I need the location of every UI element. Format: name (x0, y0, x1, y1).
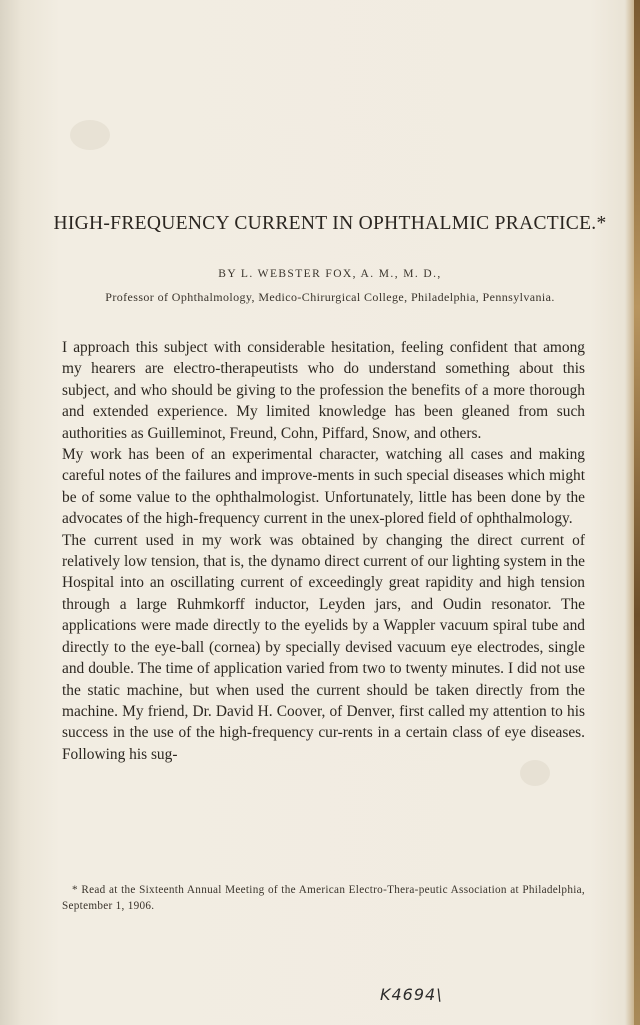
paragraph: My work has been of an experimental character, watching all cases and making careful notes of the failures and improve-ments in such special diseases which might be of some value to the ophthalmologist. Unfortunately, little has been done by the advocates of the high-frequency current in the unex-plored field of ophthalmology. (62, 446, 585, 528)
paragraph: I approach this subject with considerable hesitation, feeling confident that among my hearers are electro-therapeutists who do understand something about this subject, and who should be giving to the profession the benefits of a more thorough and extended experience. My limited knowledge has been gleaned from such authorities as Guilleminot, Freund, Cohn, Piffard, Snow, and others. (62, 339, 585, 442)
author-affiliation: Professor of Ophthalmology, Medico-Chirurgical College, Philadelphia, Pennsylvania. (105, 290, 555, 304)
article-body (62, 337, 585, 765)
article-author: BY L. WEBSTER FOX, A. M., M. D., (218, 268, 442, 280)
handwritten-catalog-mark: K4694\ (380, 985, 443, 1004)
page-edge (634, 0, 640, 1025)
paper-stain (70, 120, 110, 150)
footnote: * Read at the Sixteenth Annual Meeting of the American Electro-Thera-peutic Association at Philadelphia, September 1, 1906. (62, 884, 585, 912)
article-title: HIGH-FREQUENCY CURRENT IN OPHTHALMIC PRACTICE.* (53, 213, 607, 234)
paragraph: The current used in my work was obtained by changing the direct current of relatively low tension, that is, the dynamo direct current of our lighting system in the Hospital into an oscillating current of exceedingly great rapidity and high tension through a large Ruhmkorff inductor, Leyden jars, and Oudin resonator. The applications were made directly to the eyelids by a Wappler vacuum spiral tube and directly to the eye-ball (cornea) by specially devised vacuum eye electrodes, single and double. The time of application varied from two to twenty minutes. I did not use the static machine, but when used the current should be taken directly from the machine. My friend, Dr. David H. Coover, of Denver, first called my attention to his success in the use of the high-frequency cur-rents in a certain class of eye diseases. Following his sug- (62, 531, 585, 763)
